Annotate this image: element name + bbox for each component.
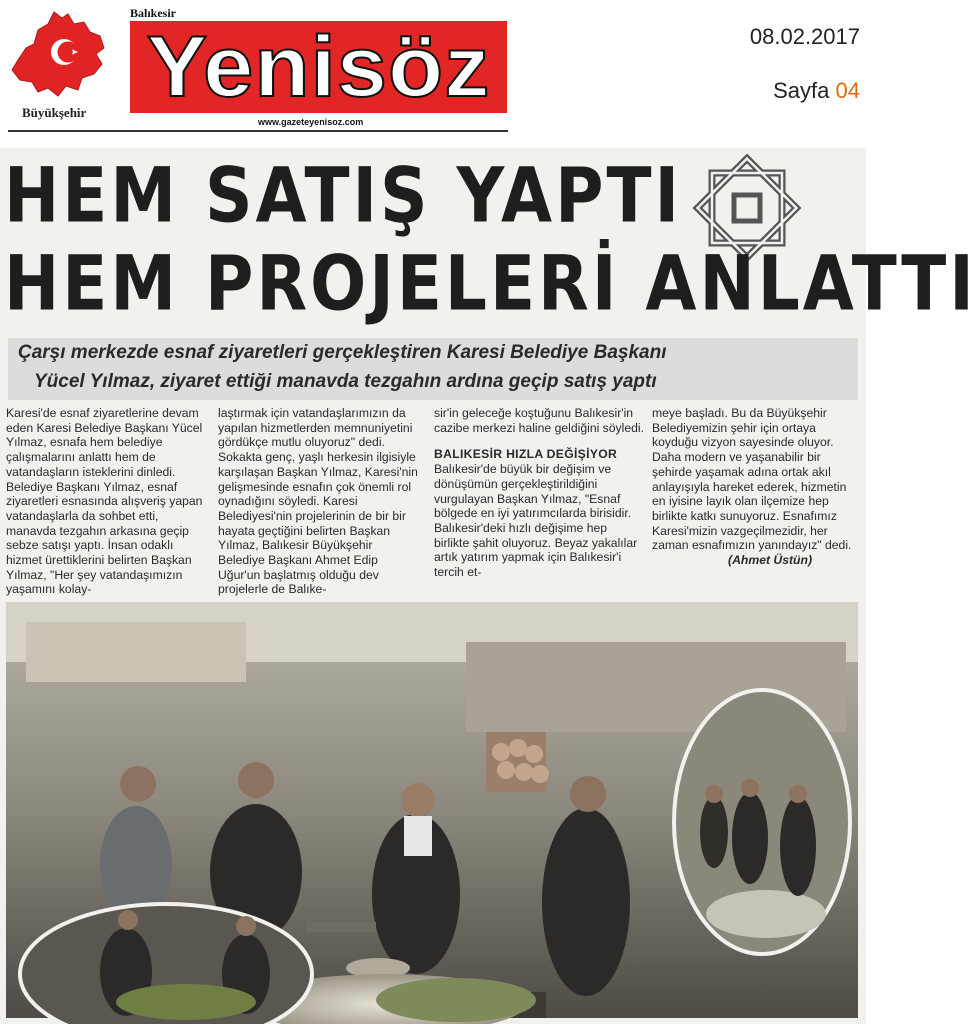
article-body — [6, 406, 858, 596]
publication-page — [773, 78, 860, 104]
column-3-text: sir'in geleceğe koştuğunu Balıkesir'in cazibe merkezi haline geldiğini söyledi. — [434, 406, 645, 435]
article-column-3 — [434, 406, 644, 580]
page-label: Sayfa — [773, 78, 830, 103]
paper-url: www.gazeteyenisoz.com — [258, 117, 364, 127]
article-column-2: laştırmak için vatandaşlarımızın da yapılan hizmetlerden memnuniyetini gördükçe mutlu oluyoruz" dedi. Sokakta genç, yaşlı herkesin ilgisiyle karşılaşan Başkan Yılmaz, Karesi'nin gelişmesinde esnafın çok önemli rol oynadığını söyledi. Karesi Belediyesi'nin projelerinin de bir bir hayata geçtiğini belirten Başkan Yılmaz, Balıkesir Büyükşehir Belediye Başkanı Ahmet Edip Uğur'un başlatmış olduğu dev projelerle de Balıke- — [218, 406, 418, 597]
column-4-text: meye başladı. Bu da Büyükşehir Belediyemizin şehir için ortaya koyduğu vizyon sayesinde oluyor. Daha modern ve yaşanabilir bir şehirde yaşamak adına ortak akıl anlayışıyla hareket ederek, hizmetin en iyisine layık olan ilçemize hep birlikte katkı sunuyoruz. Esnafımız Karesi'mizin vazgeçilmezidir, her zaman esnafımızın yanındayız" dedi. — [652, 406, 852, 553]
paper-city: Balıkesir — [130, 6, 177, 20]
article-column-1: Karesi'de esnaf ziyaretlerine devam eden Karesi Belediye Başkanı Yücel Yılmaz, esnafa hem belediye çalışmalarını anlattı hem de vatandaşların isteklerini dinledi. Belediye Başkanı Yılmaz, esnaf ziyaretleri esnasında alışveriş yapan vatandaşlarla da sohbet etti, manavda tezgahın arkasına geçip sebze satışı yaptı. İnsan odaklı hizmet ürettiklerini belirten Başkan Yılmaz, "Her şey vatandaşımızın yaşamını kolay- — [6, 406, 203, 597]
article-photo — [6, 602, 858, 1018]
paper-name-box — [130, 21, 507, 113]
byline: (Ahmet Üstün) — [728, 553, 812, 568]
column-3-text-continued: Balıkesir'de büyük bir değişim ve dönüşümün gerçekleştirildiğini vurgulayan Başkan Yılmaz, "Esnaf bölgede en iyi yatırımcılarda birisidir. Balıkesir'deki hızlı değişime hep birlikte şahit oluyoruz. Beyaz yakalılar artık yatırım yapmak için Balıkesir'i tercih et- — [434, 462, 638, 580]
masthead — [8, 4, 508, 128]
publication-date: 08.02.2017 — [749, 24, 860, 49]
headline-line-1: HEM SATIŞ YAPTI — [4, 151, 683, 240]
masthead-rule — [8, 130, 508, 132]
subheadline-line-1: Çarşı merkezde esnaf ziyaretleri gerçekleştiren Karesi Belediye Başkanı — [18, 342, 667, 363]
column-3-subheading: BALIKESİR HIZLA DEĞİŞİYOR — [434, 447, 618, 462]
paper-name: Yenisöz — [146, 19, 491, 115]
article-column-4 — [652, 406, 852, 568]
region-label: Büyükşehir — [22, 105, 87, 120]
subheadline-line-2: Yücel Yılmaz, ziyaret ettiği manavda tezgahın ardına geçip satış yaptı — [34, 371, 657, 392]
subheadline — [8, 338, 858, 400]
page-number: 04 — [835, 78, 860, 103]
headline-line-2: HEM PROJELERİ ANLATTI — [4, 239, 977, 328]
market-photo-illustration — [6, 602, 858, 1018]
turkey-map-flag-logo — [8, 8, 108, 100]
news-clipping — [0, 148, 977, 1024]
